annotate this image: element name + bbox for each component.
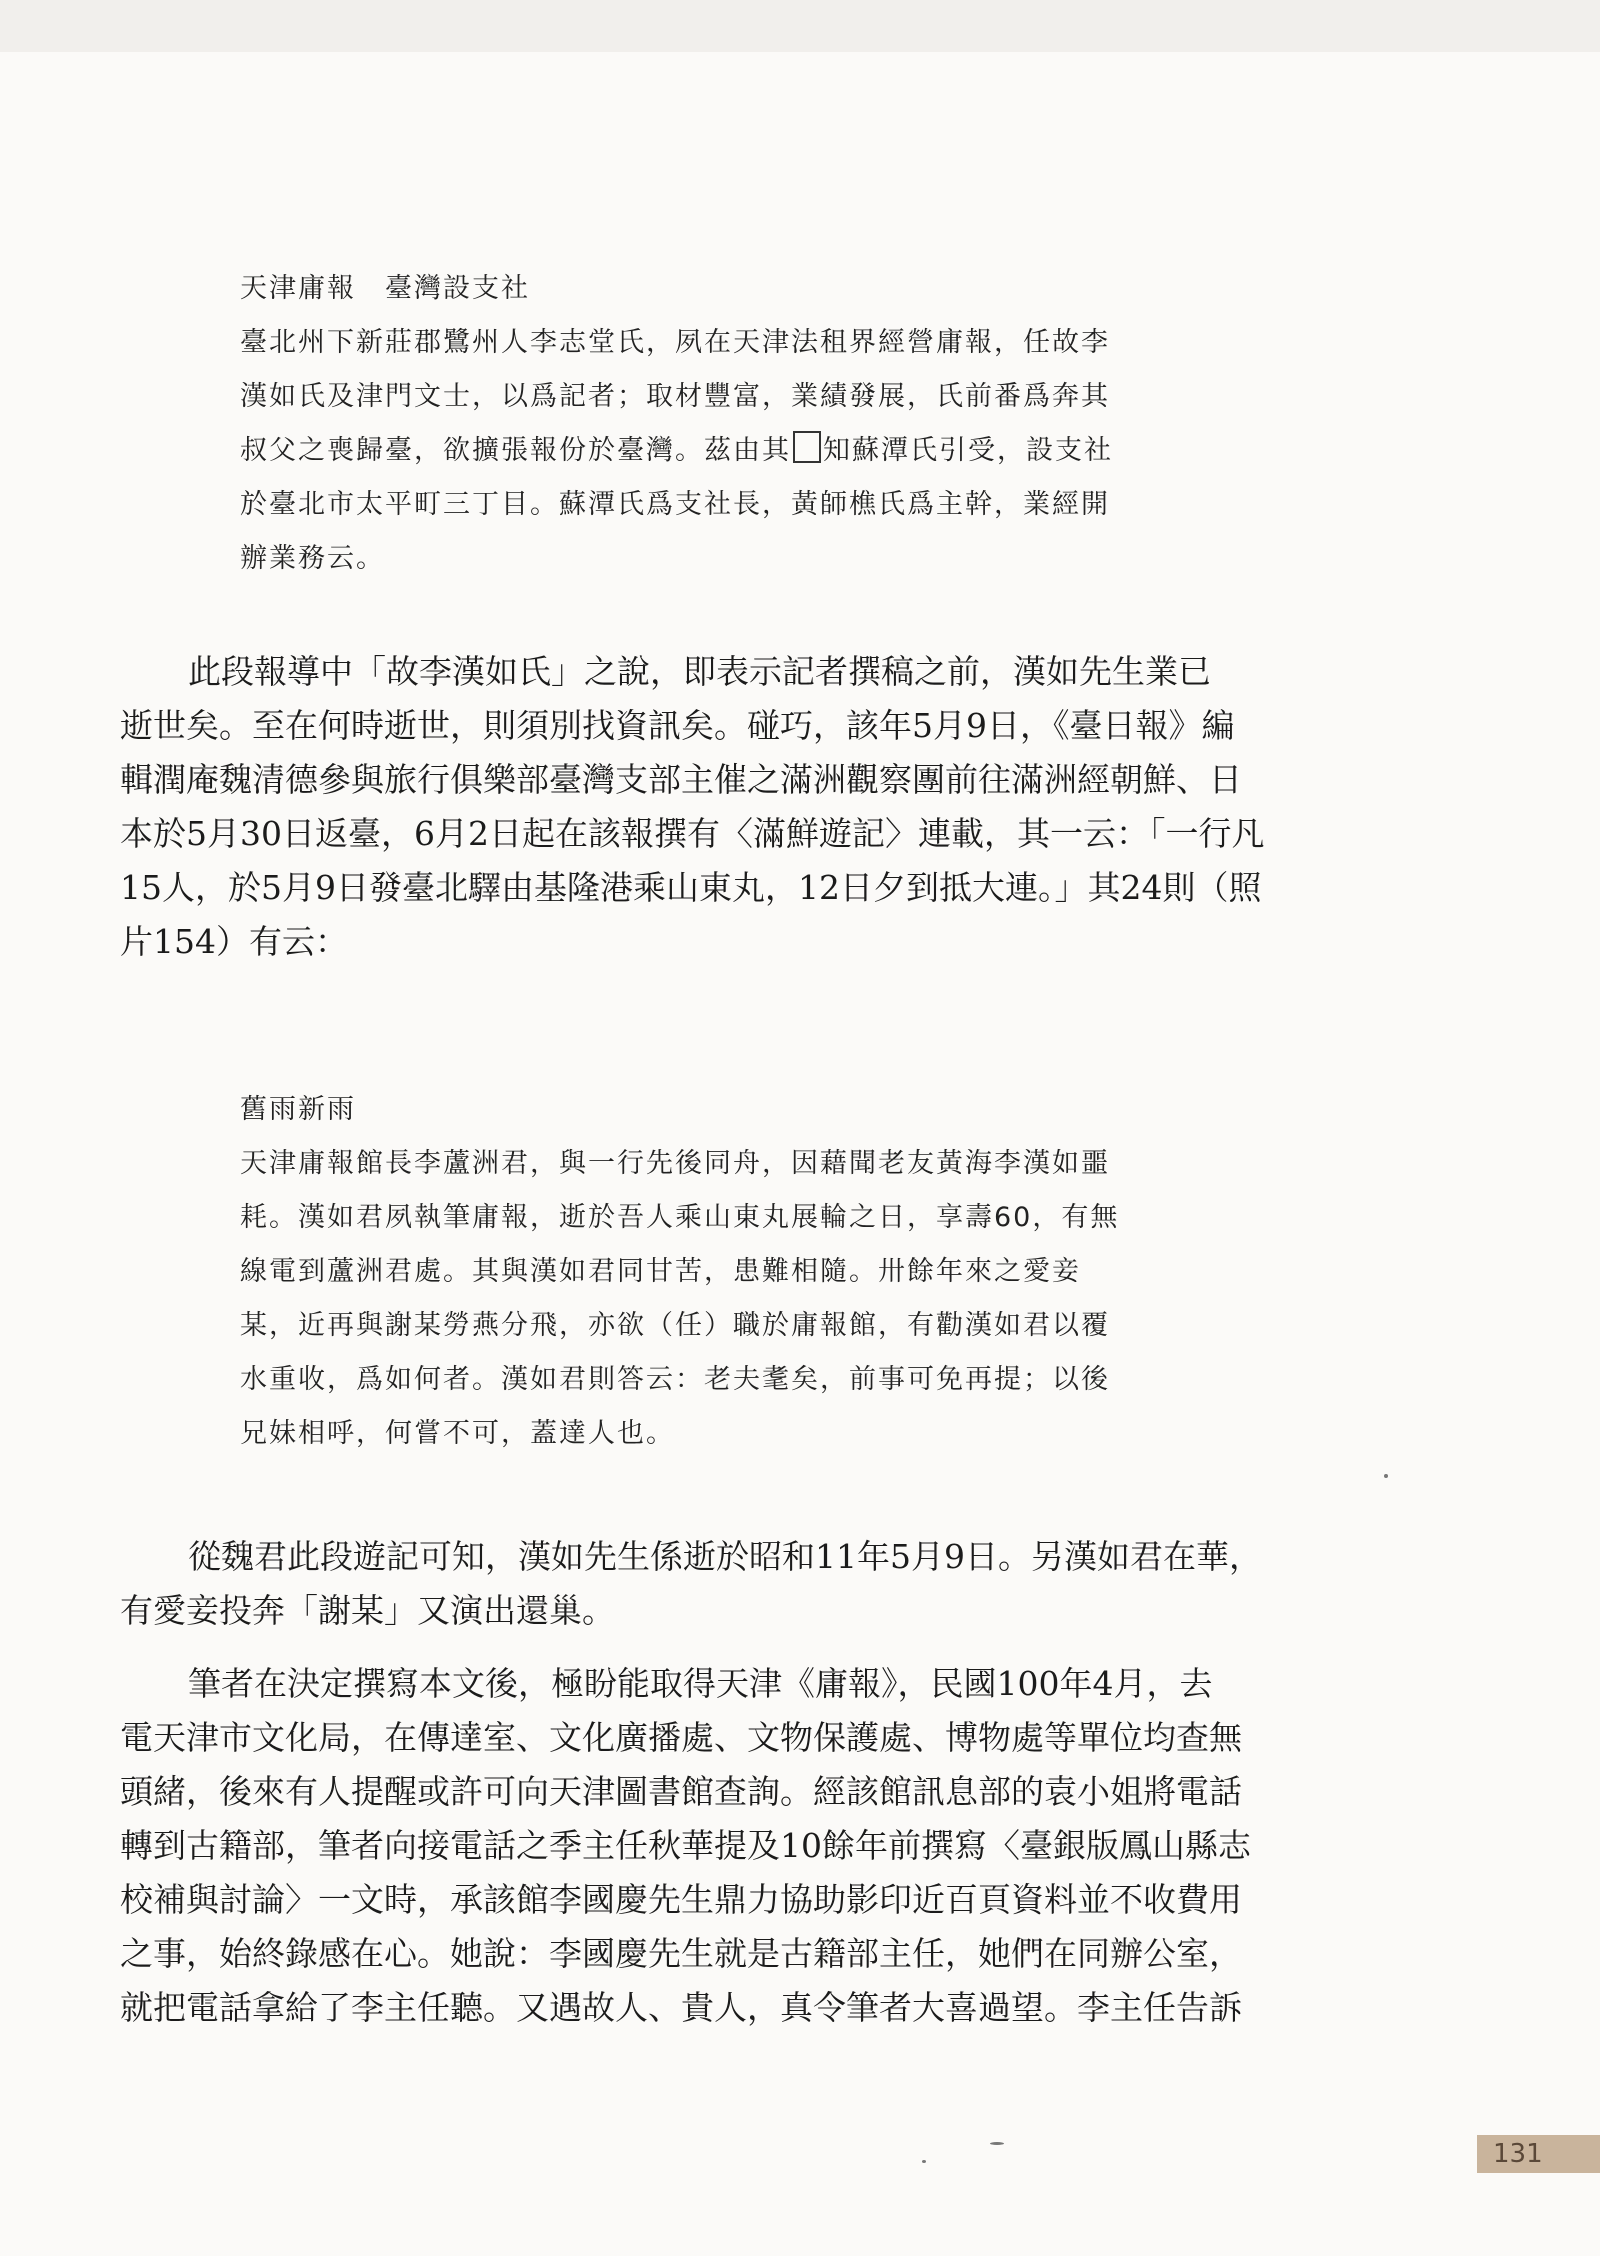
quote-line-part: 知蘇潭氏引受，設支社 <box>823 435 1113 466</box>
quote-line: 漢如氏及津門文士，以爲記者；取材豐富，業績發展，氏前番爲奔其 <box>240 381 1110 412</box>
quote-line: 線電到蘆洲君處。其與漢如君同甘苦，患難相隨。卅餘年來之愛妾 <box>240 1256 1081 1287</box>
paragraph-line: 從魏君此段遊記可知，漢如先生係逝於昭和11年5月9日。另漢如君在華， <box>188 1537 1262 1576</box>
quote-line-part: 叔父之喪歸臺，欲擴張報份於臺灣。茲由其 <box>240 435 791 466</box>
quote-block-tianjin-news <box>240 262 1320 586</box>
paragraph-line: 逝世矣。至在何時逝世，則須別找資訊矣。碰巧，該年5月9日，《臺日報》編 <box>120 706 1235 745</box>
quote-line: 兄妹相呼，何嘗不可，蓋達人也。 <box>240 1418 675 1449</box>
paragraph-line: 此段報導中「故李漢如氏」之說，即表示記者撰稿之前，漢如先生業已 <box>188 652 1211 691</box>
paragraph-line: 有愛妾投奔「謝某」又演出還巢。 <box>120 1591 615 1630</box>
paragraph-line: 轉到古籍部，筆者向接電話之季主任秋華提及10餘年前撰寫〈臺銀版鳳山縣志 <box>120 1826 1251 1865</box>
quote-line: 辦業務云。 <box>240 543 385 574</box>
paragraph-line: 15人，於5月9日發臺北驛由基隆港乘山東丸，12日夕到抵大連。」其24則（照 <box>120 868 1262 907</box>
scan-speck <box>1384 1474 1388 1478</box>
quote-block-travel-notes <box>240 1083 1320 1461</box>
quote-line-with-gap <box>240 424 1320 478</box>
quote-line: 某，近再與謝某勞燕分飛，亦欲（任）職於庸報館，有勸漢如君以覆 <box>240 1310 1110 1341</box>
body-paragraph <box>120 1530 1316 1638</box>
paragraph-line: 頭緒，後來有人提醒或許可向天津圖書館查詢。經該館訊息部的袁小姐將電話 <box>120 1772 1242 1811</box>
quote-line: 臺北州下新莊郡鷺州人李志堂氏，夙在天津法租界經營庸報，任故李 <box>240 327 1110 358</box>
quote-line: 耗。漢如君夙執筆庸報，逝於吾人乘山東丸展輪之日，享壽60，有無 <box>240 1202 1120 1233</box>
paragraph-line: 電天津市文化局，在傳達室、文化廣播處、文物保護處、博物處等單位均查無 <box>120 1718 1242 1757</box>
paragraph-line: 之事，始終錄感在心。她說：李國慶先生就是古籍部主任，她們在同辦公室， <box>120 1934 1242 1973</box>
paragraph-line: 筆者在決定撰寫本文後，極盼能取得天津《庸報》，民國100年4月，去 <box>188 1664 1213 1703</box>
page-top-band <box>0 0 1600 52</box>
quote-title: 天津庸報 臺灣設支社 <box>240 273 530 304</box>
quote-line: 水重收，爲如何者。漢如君則答云：老夫耄矣，前事可免再提；以後 <box>240 1364 1110 1395</box>
scan-speck <box>990 2142 1004 2145</box>
body-paragraph <box>120 1657 1316 2035</box>
page-number: 131 <box>1477 2135 1600 2173</box>
quote-title: 舊雨新雨 <box>240 1094 356 1125</box>
body-paragraph <box>120 645 1316 969</box>
paragraph-line: 輯潤庵魏清德參與旅行俱樂部臺灣支部主催之滿洲觀察團前往滿洲經朝鮮、日 <box>120 760 1242 799</box>
paragraph-line: 就把電話拿給了李主任聽。又遇故人、貴人，真令筆者大喜過望。李主任告訴 <box>120 1988 1242 2027</box>
quote-line: 於臺北市太平町三丁目。蘇潭氏爲支社長，黃師樵氏爲主幹，業經開 <box>240 489 1110 520</box>
scan-speck <box>922 2160 926 2163</box>
paragraph-line: 片154）有云： <box>120 922 348 961</box>
illegible-character-box <box>793 431 821 463</box>
paragraph-line: 校補與討論〉一文時，承該館李國慶先生鼎力協助影印近百頁資料並不收費用 <box>120 1880 1242 1919</box>
paragraph-line: 本於5月30日返臺，6月2日起在該報撰有〈滿鮮遊記〉連載，其一云：「一行凡 <box>120 814 1265 853</box>
quote-line: 天津庸報館長李蘆洲君，與一行先後同舟，因藉聞老友黃海李漢如噩 <box>240 1148 1110 1179</box>
